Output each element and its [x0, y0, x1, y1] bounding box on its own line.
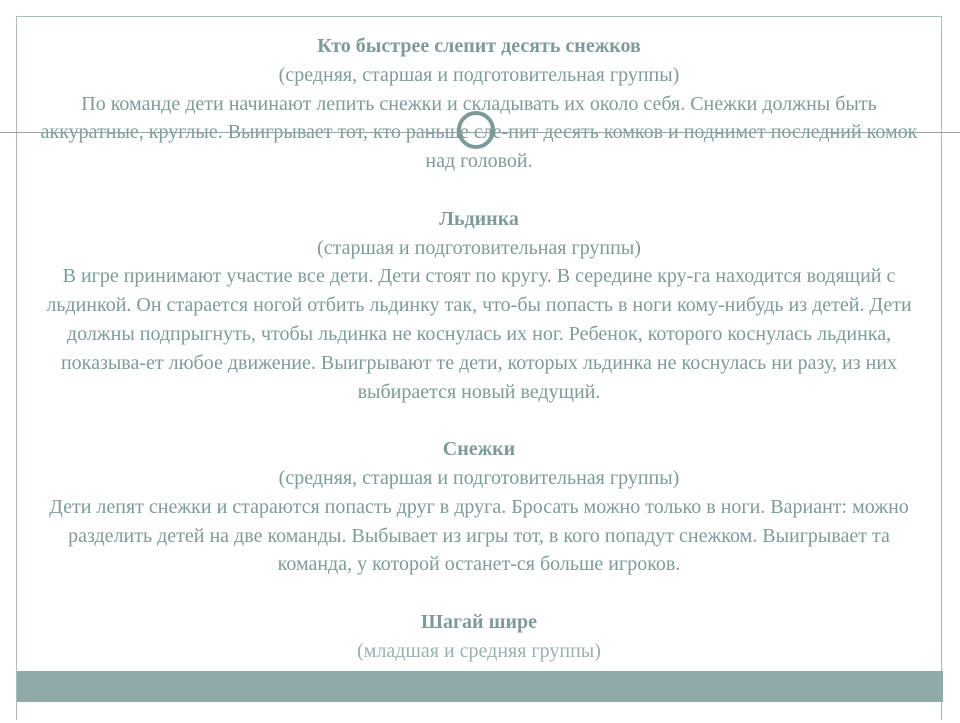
section-groups: (младшая и средняя группы) — [357, 639, 601, 662]
section-snowballs-race — [40, 32, 918, 176]
section-title: Шагай шире — [421, 610, 537, 633]
section-title: Кто быстрее слепит десять снежков — [317, 35, 641, 57]
section-title: Льдинка — [439, 207, 519, 230]
section-groups: (средняя, старшая и подготовительная группы) — [278, 63, 680, 86]
section-groups: (средняя, старшая и подготовительная группы) — [278, 466, 680, 489]
section-text: В игре принимают участие все дети. Дети стоят по кругу. В середине кру-га находится водящий с льдинкой. Он старается ногой отбить льдинку так, что-бы попасть в ноги кому-нибудь из детей. Дети должны подпрыгнуть, чтобы льдинка не коснулась их ног. Ребенок, которого коснулась льдинка, показыва-ет любое движение. Выигрывают те дети, которых льдинка не коснулась ни разу, из них выбирается новый ведущий. — [46, 265, 912, 403]
section-snowballs — [40, 435, 918, 579]
section-text: По команде дети начинают лепить снежки и складывать их около себя. Снежки должны быть аккуратные, круглые. Выигрывает тот, кто раньше сле-пит десять комков и поднимет последний комок над головой. — [40, 92, 918, 173]
decorative-circle — [457, 111, 495, 149]
bottom-bar — [17, 671, 943, 702]
section-ice — [40, 205, 918, 407]
section-groups: (старшая и подготовительная группы) — [317, 236, 641, 259]
section-title: Снежки — [442, 438, 516, 461]
section-text: Дети лепят снежки и стараются попасть друг в друга. Бросать можно только в ноги. Вариант: можно разделить детей на две команды. Выбывает из игры тот, в кого попадут снежком. Выигрывает та команда, у которой останет-ся больше игроков. — [49, 495, 909, 576]
